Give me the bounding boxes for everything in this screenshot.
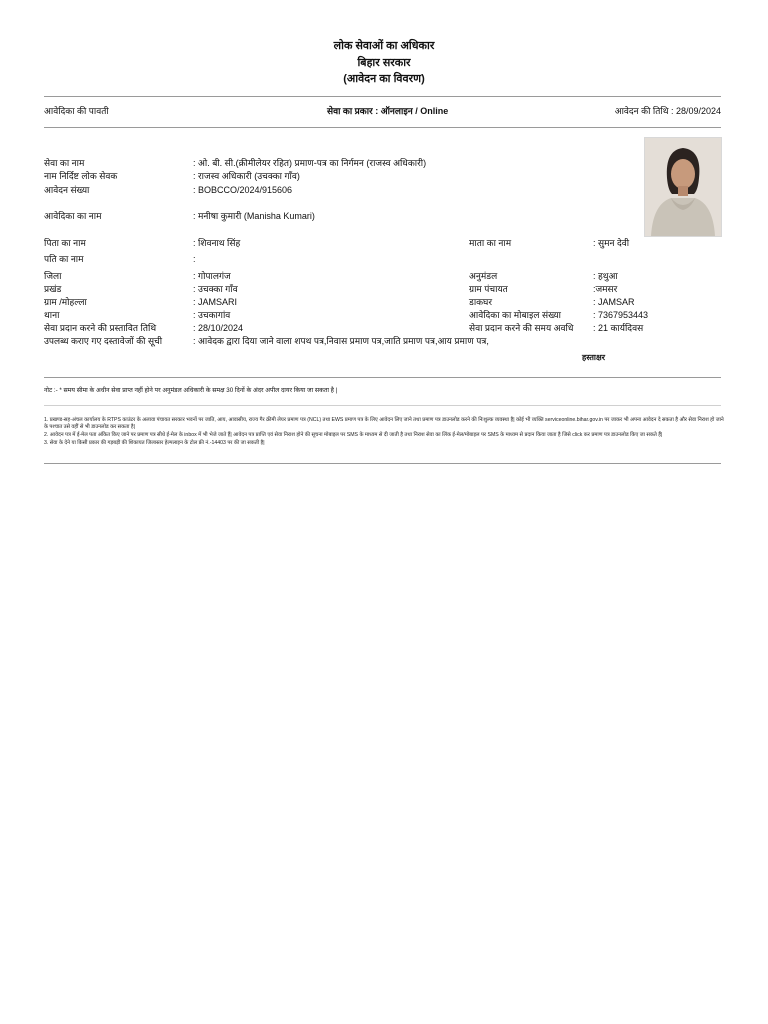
header-title: लोक सेवाओं का अधिकार [333, 40, 435, 52]
application-number-value: : BOBCCO/2024/915606 [193, 185, 293, 195]
father-name-label: पिता का नाम [44, 238, 86, 248]
post-office-label: डाकघर [469, 297, 493, 307]
mobile-label: आवेदिका का मोबाइल संख्या [469, 310, 561, 320]
public-servant-value: : राजस्व अधिकारी (उचक्का गाँव) [193, 171, 300, 181]
receipt-title: आवेदिका की पावती [44, 106, 109, 116]
application-number-label: आवेदन संख्या [44, 185, 90, 195]
service-name-label: सेवा का नाम [44, 158, 85, 168]
header-government: बिहार सरकार [357, 57, 411, 69]
instruction-2: 2. आवेदन पत्र में ई-मेल पता अंकित किए जाने पर प्रमाण पत्र सीधे ई-मेल के inbox में भी भेजे जाते हैं| आवेदन पत्र प्राप्ति एवं सेवा निराश होने की सूचना मोबाइल पर SMS के माध्यम से दी जाती है तथा निराश सेवा का लिंक ई-मेल/मोबाइल पर SMS के माध्यम से प्रदान किया जाता है जिसे click कर प्रमाण पत्र डाउनलोड किए जा सकते हैं| [44, 432, 663, 438]
divider-receipt [44, 127, 721, 128]
public-servant-label: नाम निर्दिष्ट लोक सेवक [44, 171, 118, 181]
village-label: ग्राम /मोहल्ला [44, 297, 87, 307]
documents-label: उपलब्ध कराए गए दस्तावेजों की सूची [44, 336, 163, 346]
service-period-value: : 21 कार्यदिवस [593, 323, 644, 333]
district-label: जिला [44, 271, 62, 281]
service-type: सेवा का प्रकार : ऑनलाइन / Online [327, 106, 449, 116]
police-station-label: थाना [44, 310, 60, 320]
appeal-note: नोट :- * समय सीमा के अधीन सेवा प्राप्त नहीं होने पर अनुमंडल अधिकारी के समक्ष 30 दिनों के अंदर अपील दायर किया जा सकता है | [44, 387, 338, 394]
husband-name-label: पति का नाम [44, 254, 84, 264]
panchayat-label: ग्राम पंचायत [469, 284, 508, 294]
divider-top [44, 96, 721, 97]
person-silhouette-icon [645, 138, 721, 236]
district-value: : गोपालगंज [193, 271, 231, 281]
husband-name-value: : [193, 254, 196, 264]
instruction-1: 1. प्रखण्ड-सह-अंचल कार्यालय के RTPS काउंटर के अलावा पंचायत सरकार भवनों पर जाति, आय, आवासीय, राज्य गैर क्रीमी लेयर प्रमाण पत्र (NCL) तथा EWS प्रमाण पत्र के लिए आवेदन लिए जाने तथा प्रमाण पत्र डाउनलोड करने की निःशुल्क व्यवस्था है| कोई भी व्यक्ति serviceonline.bihar.gov.in पर जाकर भी अपना आवेदन दे सकता है और सेवा निराश हो जाने के पश्चात उसे वहीं से भी डाउनलोड कर सकता है| [44, 417, 724, 430]
father-name-value: : शिवनाथ सिंह [193, 238, 241, 248]
instruction-3: 3. सेवा के देने या किसी प्रकार की गड़बड़ी की शिकायत जिलास्तर हेल्पलाइन के टोल फ्री नं.-14403 पर की जा सकती है| [44, 440, 265, 446]
subdivision-label: अनुमंडल [469, 271, 498, 281]
police-station-value: : उचकागांव [193, 310, 231, 320]
applicant-name-label: आवेदिका का नाम [44, 211, 102, 221]
service-period-label: सेवा प्रदान करने की समय अवधि [469, 323, 574, 333]
service-name-value: : ओ. बी. सी.(क्रीमीलेयर रहित) प्रमाण-पत्र का निर्गमन (राजस्व अधिकारी) [193, 158, 427, 168]
panchayat-value: :जमसर [593, 284, 618, 294]
application-date: आवेदन की तिथि : 28/09/2024 [614, 106, 721, 116]
post-office-value: : JAMSAR [593, 297, 635, 307]
divider-bottom [44, 463, 721, 464]
documents-value: : आवेदक द्वारा दिया जाने वाला शपथ पत्र,निवास प्रमाण पत्र,जाति प्रमाण पत्र,आय प्रमाण पत्र, [193, 336, 489, 346]
mother-name-label: माता का नाम [469, 238, 512, 248]
subdivision-value: : हथुआ [593, 271, 618, 281]
signature-label: हस्ताक्षर [582, 353, 605, 362]
divider-note [44, 377, 721, 378]
applicant-photo [644, 137, 722, 237]
header-subtitle: (आवेदन का विवरण) [343, 73, 425, 85]
divider-instructions [44, 405, 721, 406]
proposed-date-value: : 28/10/2024 [193, 323, 244, 333]
proposed-date-label: सेवा प्रदान करने की प्रस्तावित तिथि [44, 323, 157, 333]
block-label: प्रखंड [44, 284, 62, 294]
applicant-name-value: : मनीषा कुमारी (Manisha Kumari) [193, 211, 315, 221]
mobile-value: : 7367953443 [593, 310, 649, 320]
block-value: : उचक्का गाँव [193, 284, 238, 294]
village-value: : JAMSARI [193, 297, 238, 307]
mother-name-value: : सुमन देवी [593, 238, 630, 248]
